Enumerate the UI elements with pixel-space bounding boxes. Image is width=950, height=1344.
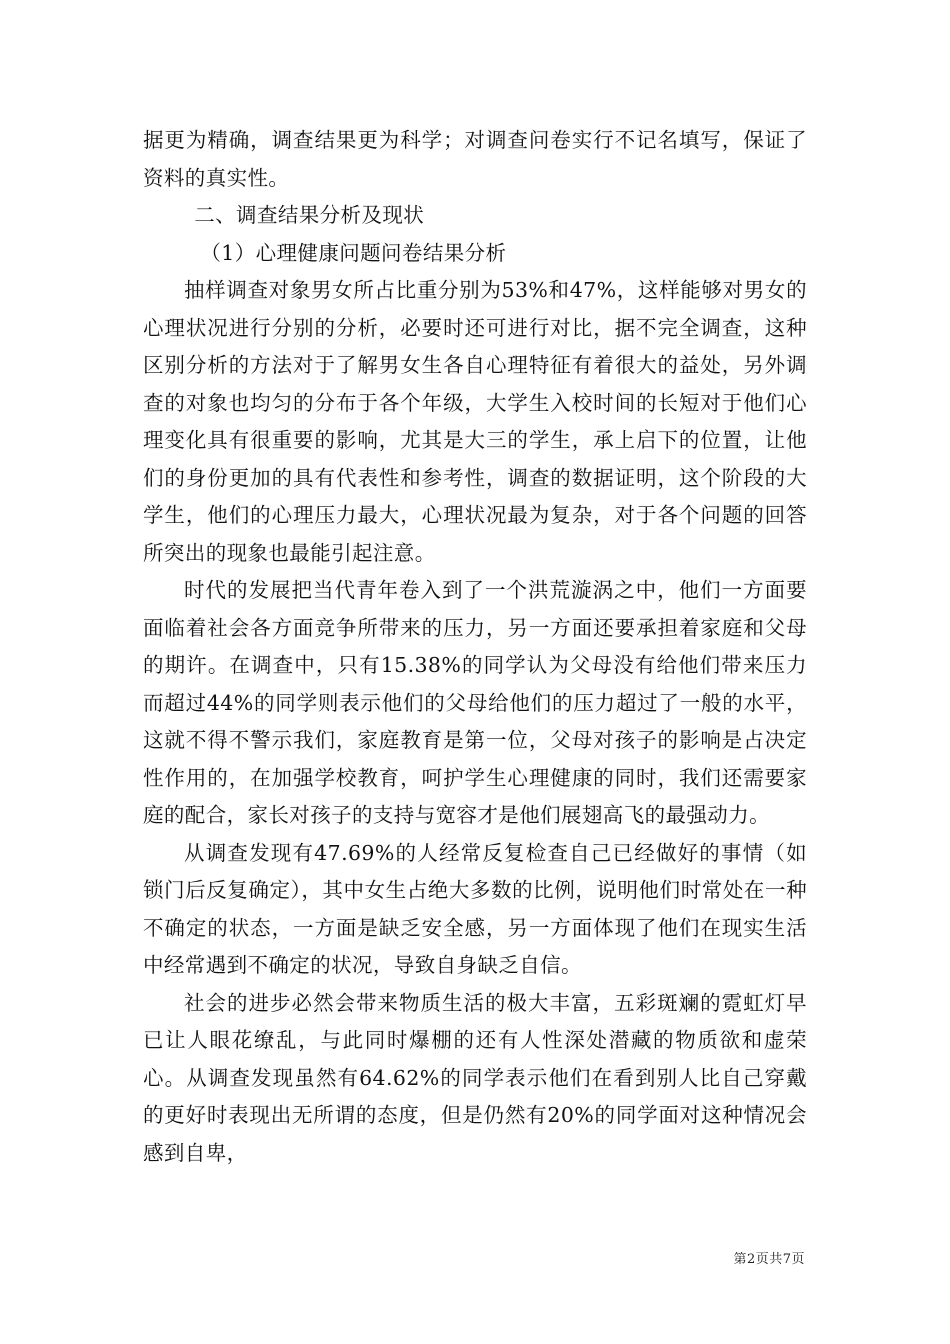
document-body [143, 122, 807, 1172]
paragraph-repeated-checking: 从调查发现有47.69%的人经常反复检查自己已经做好的事情（如锁门后反复确定），其中女生占绝大多数的比例，说明他们时常处在一种不确定的状态，一方面是缺乏安全感，另一方面体现了他们在现实生活中经常遇到不确定的状况，导致自身缺乏自信。 [143, 840, 807, 977]
subsection-heading: （1）心理健康问题问卷结果分析 [200, 240, 507, 265]
paragraph-gender-ratio: 抽样调查对象男女所占比重分别为53%和47%，这样能够对男女的心理状况进行分别的分析，必要时还可进行对比，据不完全调查，这种区别分析的方法对于了解男女生各自心理特征有着很大的益处，另外调查的对象也均匀的分布于各个年级，大学生入校时间的长短对于他们心理变化具有很重要的影响，尤其是大三的学生，承上启下的位置，让他们的身份更加的具有代表性和参考性，调查的数据证明，这个阶段的大学生，他们的心理压力最大，心理状况最为复杂，对于各个问题的回答所突出的现象也最能引起注意。 [143, 278, 807, 565]
paragraph-continuation: 据更为精确，调查结果更为科学；对调查问卷实行不记名填写，保证了资料的真实性。 [143, 128, 807, 190]
paragraph-material-desire: 社会的进步必然会带来物质生活的极大丰富，五彩斑斓的霓虹灯早已让人眼花缭乱，与此同时爆棚的还有人性深处潜藏的物质欲和虚荣心。从调查发现虽然有64.62%的同学表示他们在看到别人比自己穿戴的更好时表现出无所谓的态度，但是仍然有20%的同学面对这种情况会感到自卑， [143, 990, 807, 1165]
page-number-footer: 第2页共7页 [733, 1252, 805, 1267]
paragraph-family-pressure: 时代的发展把当代青年卷入到了一个洪荒漩涡之中，他们一方面要面临着社会各方面竞争所带来的压力，另一方面还要承担着家庭和父母的期许。在调查中，只有15.38%的同学认为父母没有给他们带来压力而超过44%的同学则表示他们的父母给他们的压力超过了一般的水平，这就不得不警示我们，家庭教育是第一位，父母对孩子的影响是占决定性作用的，在加强学校教育，呵护学生心理健康的同时，我们还需要家庭的配合，家长对孩子的支持与宽容才是他们展翅高飞的最强动力。 [143, 578, 807, 827]
section-heading: 二、调查结果分析及现状 [194, 203, 425, 227]
